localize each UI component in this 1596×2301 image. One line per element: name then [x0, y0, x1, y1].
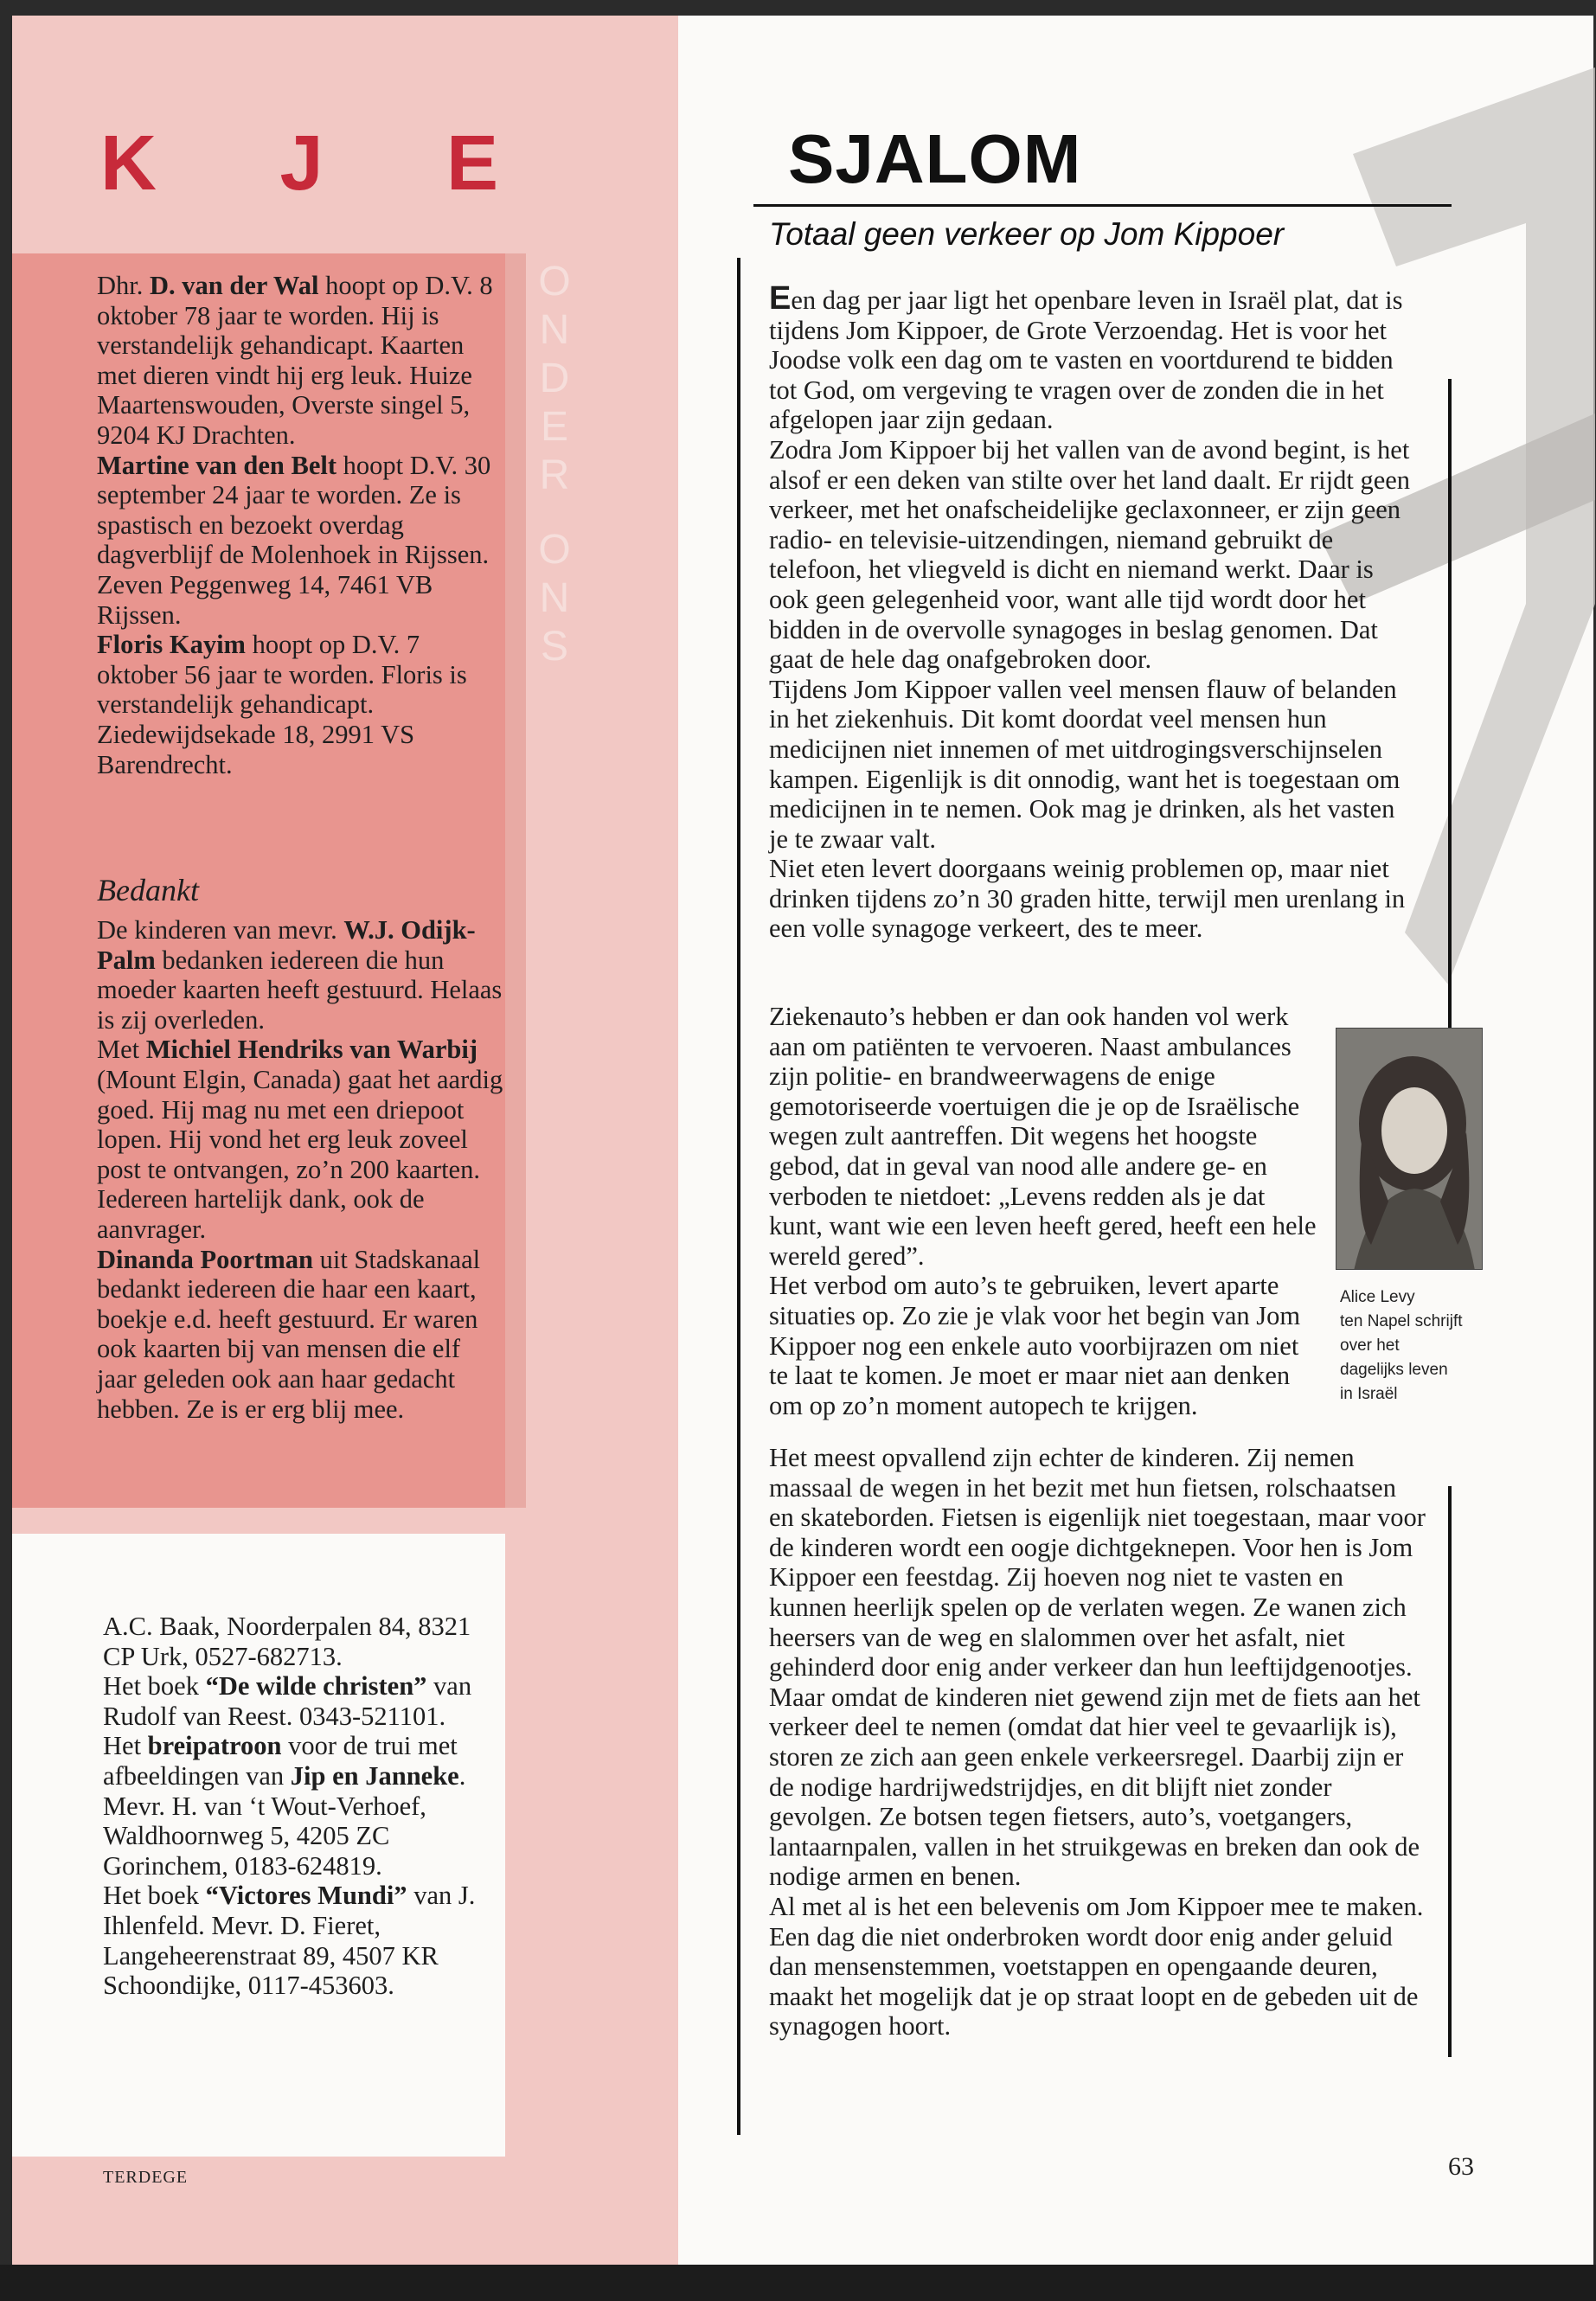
magazine-footer: TERDEGE: [103, 2168, 189, 2187]
thanks-section: [97, 915, 503, 1424]
bedankt-heading: Bedankt: [97, 873, 199, 907]
announcement-dvanderwal: Dhr. D. van der Wal hoopt op D.V. 8 oktober 78 jaar te worden. Hij is verstandelijk gehandicapt. Kaarten met dieren vindt hij erg leuk. Huize Maartenswouden, Overste singel 5, 9204 KJ Drachten.: [97, 271, 493, 450]
announcement-martine: Martine van den Belt hoopt D.V. 30 september 24 jaar te worden. Ze is spastisch en bezoekt overdag dagverblijf de Molenhoek in Rijssen. Zeven Peggenweg 14, 7461 VB Rijssen.: [97, 450, 491, 630]
onder-ons-label: O N D E R O N S: [538, 259, 576, 670]
birthday-announcements: [97, 271, 495, 779]
kje-heading: [100, 119, 498, 208]
article-paragraph: Zodra Jom Kippoer bij het vallen van de avond begint, is het alsof er een deken van stilte over het land daalt. Er rijdt geen verkeer, met het onafscheidelijke geclaxonneer, er zijn geen radio- en televisie-uitzendingen, niemand gebruikt de telefoon, het vliegveld is dicht en niemand werkt. Daar is ook geen gelegenheid voor, want alle tijd wordt door het bidden in de overvolle synagoges in beslag genomen. Dat gaat de hele dag onafgebroken door.: [769, 434, 1411, 675]
kje-letter-e: E: [445, 120, 498, 207]
request-baak: A.C. Baak, Noorderpalen 84, 8321 CP Urk, 0527-682713.: [103, 1612, 471, 1671]
dropcap: E: [769, 280, 792, 317]
announcement-floris: Floris Kayim hoopt op D.V. 7 oktober 56 jaar te worden. Floris is verstandelijk gehandicapt. Ziedewijdsekade 18, 2991 VS Barendrecht.: [97, 630, 467, 779]
photo-caption: Alice Levy ten Napel schrijft over het dagelijks leven in Israël: [1340, 1288, 1463, 1403]
article-paragraph: Een dag per jaar ligt het openbare leven in Israël plat, dat is tijdens Jom Kippoer, de Grote Verzoendag. Het is voor het Joodse volk een dag om te vasten en voortdurend te bidden tot God, om vergeving te vragen over de zonden die in het afgelopen jaar zijn gedaan.: [769, 280, 1403, 435]
left-column: [12, 16, 678, 2265]
article-subtitle: Totaal geen verkeer op Jom Kippoer: [769, 216, 1285, 252]
article-paragraph: Niet eten levert doorgaans weinig problemen op, maar niet drinken tijdens zo’n 30 graden hitte, terwijl men urenlang in een volle synagoge verkeert, des te meer.: [769, 854, 1406, 944]
author-photo: [1336, 1028, 1483, 1270]
requests-section: [103, 1612, 497, 2001]
request-wilde-christen: Het boek “De wilde christen” van Rudolf van Reest. 0343-521101.: [103, 1671, 472, 1731]
thanks-hendriks: Met Michiel Hendriks van Warbij (Mount Elgin, Canada) gaat het aardig goed. Hij mag nu met een driepoot lopen. Hij vond het erg leuk zoveel post te ontvangen, zo’n 200 kaarten. Iedereen hartelijk dank, ook de aanvrager.: [97, 1035, 503, 1244]
article-paragraph: Het verbod om auto’s te gebruiken, levert aparte situaties op. Zo zie je vlak voor het begin van Jom Kippoer nog een enkele auto voorbijrazen om niet te laat te komen. Je moet er maar niet aan denken om op zo’n moment autopech te krijgen.: [769, 1271, 1301, 1420]
panel-strip: [505, 253, 526, 1508]
article-body-bottom: [769, 1443, 1426, 2041]
magazine-page: [12, 16, 1593, 2265]
page-number: 63: [1448, 2152, 1474, 2181]
left-rule: [737, 258, 740, 2135]
article-body-top: [769, 280, 1420, 944]
thanks-odijk: De kinderen van mevr. W.J. Odijk-Palm bedanken iedereen die hun moeder kaarten heeft gestuurd. Helaas is zij overleden.: [97, 915, 503, 1035]
request-victores-mundi: Het boek “Victores Mundi” van J. Ihlenfeld. Mevr. D. Fieret, Langeheerenstraat 89, 4507 KR Schoondijke, 0117-453603.: [103, 1881, 476, 2001]
request-breipatroon: Het breipatroon voor de trui met afbeeldingen van Jip en Janneke. Mevr. H. van ‘t Wout-Verhoef, Waldhoornweg 5, 4205 ZC Gorinchem, 0183-624819.: [103, 1731, 466, 1881]
title-rule: [753, 204, 1452, 207]
right-rule-bottom: [1448, 1486, 1452, 2057]
scan-border: [0, 2265, 1596, 2301]
article-body-middle: [769, 1002, 1323, 1420]
article-paragraph: Tijdens Jom Kippoer vallen veel mensen flauw of belanden in het ziekenhuis. Dit komt doordat veel mensen hun medicijnen niet innemen of met uitdrogingsverschijnselen kampen. Eigenlijk is dit onnodig, want het is toegestaan om medicijnen in te nemen. Ook mag je drinken, als het vasten je te zwaar valt.: [769, 674, 1401, 854]
article-paragraph: Ziekenauto’s hebben er dan ook handen vol werk aan om patiënten te vervoeren. Naast ambulances zijn politie- en brandweerwagens de enige gemotoriseerde voertuigen die je op de Israëlische wegen zult aantreffen. Dit wegens het hoogste gebod, dat in geval van nood alle andere ge- en verboden te nietdoet: „Levens redden als je dat kunt, want wie een leven heeft gered, heeft een hele wereld gered”.: [769, 1002, 1317, 1271]
kje-letter-j: J: [279, 120, 324, 207]
thanks-poortman: Dinanda Poortman uit Stadskanaal bedankt iedereen die haar een kaart, boekje e.d. heeft gestuurd. Er waren ook kaarten bij van mensen die elf jaar geleden ook aan haar gedacht hebben. Ze is er erg blij mee.: [97, 1244, 481, 1424]
kje-letter-k: K: [100, 120, 157, 207]
article-title: SJALOM: [788, 120, 1082, 197]
article-paragraph: Het meest opvallend zijn echter de kinderen. Zij nemen massaal de wegen in het bezit met hun fietsen, rolschaatsen en skateborden. Fietsen is eigenlijk niet toegestaan, maar voor de kinderen wordt een oogje dichtgeknepen. Voor hen is Jom Kippoer een feestdag. Zij hoeven nog niet te vasten en kunnen heerlijk spelen op de verlaten wegen. Ze wanen zich heersers van de weg en slalommen over het asfalt, niet gehinderd door enig ander verkeer dan hun leeftijdgenootjes. Maar omdat de kinderen niet gewend zijn met de fiets aan het verkeer deel te nemen (omdat dat hier veel te gevaarlijk is), storen ze zich aan geen enkele verkeersregel. Daarbij zijn er de nodige hardrijwedstrijdjes, en dit blijft niet zonder gevolgen. Ze botsen tegen fietsers, auto’s, voetgangers, lantaarnpalen, vallen in het struikgewas en breken dan ook de nodige armen en benen.: [769, 1443, 1426, 1892]
article-paragraph: Al met al is het een belevenis om Jom Kippoer mee te maken. Een dag die niet onderbroken wordt door enig ander geluid dan mensenstemmen, voetstappen en opengaande deuren, maakt het mogelijk dat je op straat loopt en de gebeden uit de synagogen hoort.: [769, 1891, 1424, 2041]
